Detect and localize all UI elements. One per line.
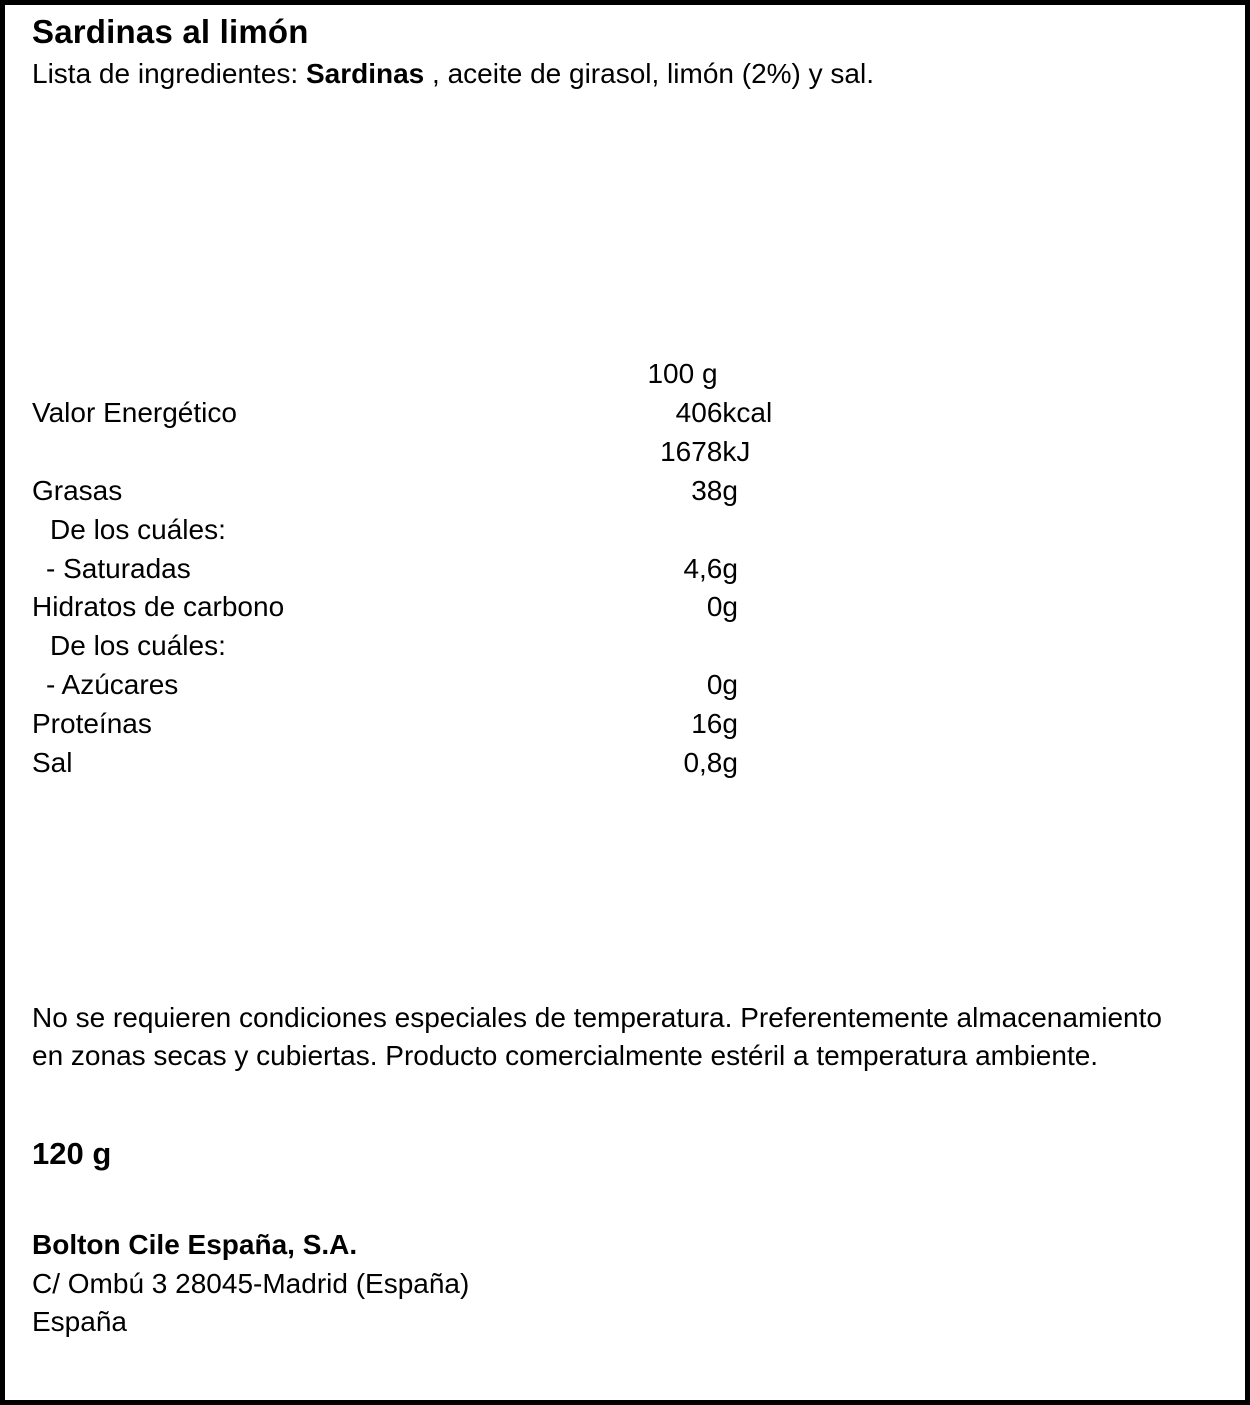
- table-row: [32, 511, 792, 550]
- company-block: [32, 1226, 469, 1342]
- net-weight: 120 g: [32, 1136, 112, 1171]
- nutrient-value: 16: [691, 708, 723, 740]
- nutrient-unit: kJ: [722, 435, 751, 467]
- table-row: [32, 627, 792, 666]
- nutrition-table-wrapper: [32, 355, 792, 783]
- ingredients-rest: , aceite de girasol, limón (2%) y sal.: [432, 58, 874, 90]
- table-row: [32, 588, 792, 627]
- nutrient-value: 38: [691, 474, 723, 506]
- company-name: Bolton Cile España, S.A.: [32, 1229, 358, 1260]
- table-row: [32, 433, 792, 472]
- nutrient-name: Hidratos de carbono: [32, 591, 285, 623]
- nutrient-name: [32, 433, 643, 472]
- nutrient-name: Proteínas: [32, 708, 152, 740]
- table-row: [32, 666, 792, 705]
- table-row: [32, 550, 792, 589]
- storage-instructions: No se requieren condiciones especiales de temperatura. Preferentemente almacenamiento en zonas secas y cubiertas. Producto comercialmente estéril a temperatura ambiente.: [32, 1002, 1162, 1071]
- nutrition-header-row: [32, 355, 792, 394]
- nutrient-unit: [722, 511, 792, 550]
- nutrient-unit: g: [722, 747, 738, 779]
- nutrient-value: [643, 627, 723, 666]
- nutrient-unit: kcal: [722, 396, 773, 428]
- nutrient-unit: g: [722, 708, 738, 740]
- nutrient-value: 4,6: [683, 552, 723, 584]
- nutrition-header-unit-blank: [722, 355, 792, 394]
- nutrient-unit: g: [722, 474, 738, 506]
- nutrient-value: 0: [706, 591, 723, 623]
- table-row: [32, 744, 792, 783]
- nutrition-header-blank: [32, 355, 643, 394]
- nutrient-value: 0,8: [683, 747, 723, 779]
- ingredients-label: Lista de ingredientes:: [32, 58, 299, 90]
- nutrient-value: [643, 511, 723, 550]
- ingredients-list: [32, 56, 1225, 91]
- nutrient-name: Valor Energético: [32, 396, 237, 428]
- nutrient-name: - Saturadas: [46, 552, 191, 584]
- nutrient-value: 406: [675, 396, 723, 428]
- table-row: [32, 472, 792, 511]
- nutrient-unit: g: [722, 552, 738, 584]
- nutrient-name: Grasas: [32, 474, 123, 506]
- nutrition-header-serving: 100 g: [647, 358, 718, 389]
- table-row: [32, 394, 792, 433]
- nutrient-unit: [722, 627, 792, 666]
- page-title: Sardinas al limón: [32, 13, 309, 50]
- table-row: [32, 705, 792, 744]
- nutrient-unit: g: [722, 591, 738, 623]
- nutrient-name: Sal: [32, 747, 73, 779]
- nutrient-unit: g: [722, 669, 738, 701]
- nutrition-table: [32, 355, 792, 783]
- nutrient-name: - Azúcares: [46, 669, 179, 701]
- company-country: España: [32, 1306, 127, 1338]
- label-content: [32, 11, 1225, 1390]
- nutrient-value: 1678: [660, 435, 723, 467]
- nutrient-value: 0: [706, 669, 723, 701]
- nutrient-name: De los cuáles:: [50, 513, 226, 545]
- nutrient-name: De los cuáles:: [50, 630, 226, 662]
- company-address: C/ Ombú 3 28045-Madrid (España): [32, 1267, 470, 1299]
- ingredients-allergen: Sardinas: [305, 58, 425, 90]
